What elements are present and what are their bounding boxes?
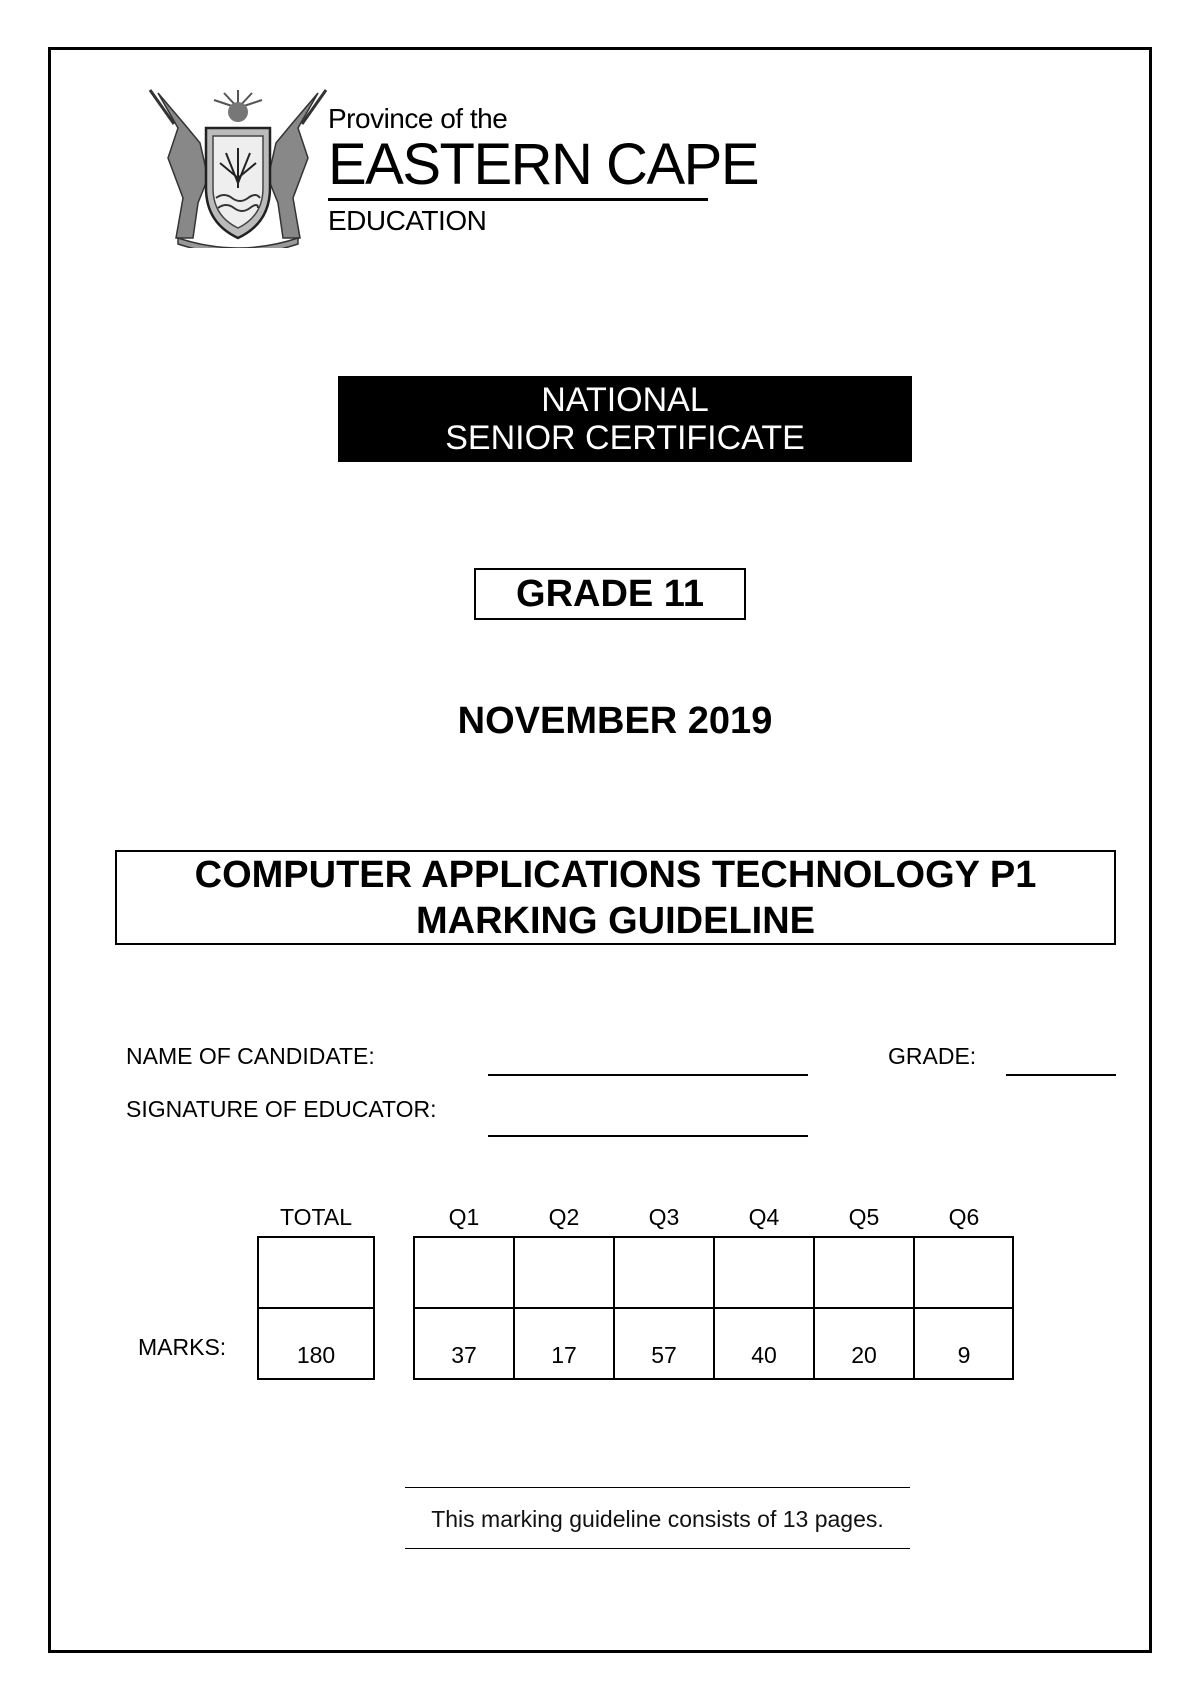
banner-line-1: NATIONAL <box>541 381 709 419</box>
q3-marks-value: 57 <box>651 1342 677 1368</box>
marks-row-label: MARKS: <box>138 1334 227 1360</box>
q1-score-cell[interactable] <box>413 1236 515 1309</box>
total-score-cell[interactable] <box>257 1236 375 1309</box>
coat-of-arms-logo <box>138 88 338 248</box>
logo-wordmark <box>328 102 758 241</box>
q6-score-cell[interactable] <box>913 1236 1014 1309</box>
q6-marks-value: 9 <box>957 1342 971 1368</box>
logo-department: EDUCATION <box>328 205 487 236</box>
grade-label: GRADE: <box>888 1043 977 1069</box>
candidate-name-field[interactable] <box>488 1074 808 1076</box>
total-header: TOTAL <box>280 1204 352 1230</box>
exam-date: NOVEMBER 2019 <box>457 700 773 742</box>
q3-score-cell[interactable] <box>613 1236 715 1309</box>
q1-header: Q1 <box>448 1204 480 1230</box>
educator-signature-field[interactable] <box>488 1135 808 1137</box>
grade-title: GRADE 11 <box>474 568 746 620</box>
banner-line-2: SENIOR CERTIFICATE <box>445 419 805 457</box>
total-marks-value: 180 <box>296 1342 336 1368</box>
q5-marks-value: 20 <box>851 1342 877 1368</box>
q6-header: Q6 <box>948 1204 980 1230</box>
nsc-banner <box>338 376 912 462</box>
q3-header: Q3 <box>648 1204 680 1230</box>
subject-title-box <box>115 850 1116 945</box>
q2-marks-value: 17 <box>551 1342 577 1368</box>
logo-province-line: Province of the <box>328 103 508 134</box>
q4-header: Q4 <box>748 1204 780 1230</box>
q4-marks-value: 40 <box>751 1342 777 1368</box>
q2-score-cell[interactable] <box>513 1236 615 1309</box>
subject-line-2: MARKING GUIDELINE <box>416 900 815 942</box>
page-count-note: This marking guideline consists of 13 pages. <box>431 1506 884 1532</box>
grade-field[interactable] <box>1006 1074 1116 1076</box>
q5-header: Q5 <box>848 1204 880 1230</box>
q5-score-cell[interactable] <box>813 1236 915 1309</box>
logo-province-name: EASTERN CAPE <box>328 136 708 201</box>
footer-bottom-rule <box>405 1548 910 1549</box>
q1-marks-value: 37 <box>451 1342 477 1368</box>
footer-top-rule <box>405 1487 910 1488</box>
candidate-name-label: NAME OF CANDIDATE: <box>126 1043 375 1069</box>
subject-line-1: COMPUTER APPLICATIONS TECHNOLOGY P1 <box>194 854 1037 896</box>
educator-signature-label: SIGNATURE OF EDUCATOR: <box>126 1096 437 1122</box>
q2-header: Q2 <box>548 1204 580 1230</box>
q4-score-cell[interactable] <box>713 1236 815 1309</box>
